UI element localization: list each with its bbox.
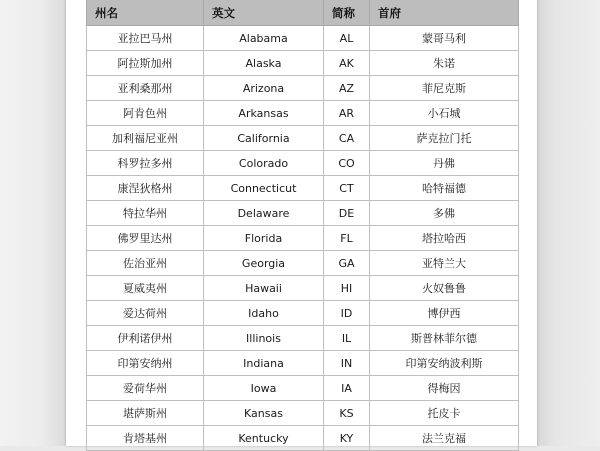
cell-state-name: 阿拉斯加州 (87, 51, 204, 76)
cell-abbreviation: IL (324, 326, 370, 351)
table-row (87, 176, 519, 201)
table-body (87, 26, 519, 451)
cell-capital: 蒙哥马利 (370, 26, 519, 51)
cell-capital: 朱诺 (370, 51, 519, 76)
table-row (87, 401, 519, 426)
cell-abbreviation: FL (324, 226, 370, 251)
cell-capital: 托皮卡 (370, 401, 519, 426)
cell-english: Connecticut (204, 176, 324, 201)
cell-capital: 法兰克福 (370, 426, 519, 451)
table-row (87, 301, 519, 326)
cell-state-name: 亚利桑那州 (87, 76, 204, 101)
cell-state-name: 伊利诺伊州 (87, 326, 204, 351)
cell-capital: 萨克拉门托 (370, 126, 519, 151)
header-abbreviation: 简称 (324, 0, 370, 26)
cell-abbreviation: CA (324, 126, 370, 151)
cell-abbreviation: IN (324, 351, 370, 376)
page-margin-left (0, 0, 66, 446)
cell-capital: 火奴鲁鲁 (370, 276, 519, 301)
cell-state-name: 康涅狄格州 (87, 176, 204, 201)
cell-english: Kentucky (204, 426, 324, 451)
cell-capital: 得梅因 (370, 376, 519, 401)
cell-english: Hawaii (204, 276, 324, 301)
cell-abbreviation: CT (324, 176, 370, 201)
cell-capital: 哈特福德 (370, 176, 519, 201)
cell-english: Kansas (204, 401, 324, 426)
cell-capital: 多佛 (370, 201, 519, 226)
cell-capital: 塔拉哈西 (370, 226, 519, 251)
cell-english: Colorado (204, 151, 324, 176)
cell-state-name: 阿肯色州 (87, 101, 204, 126)
table-header (87, 0, 519, 26)
cell-abbreviation: AZ (324, 76, 370, 101)
cell-english: Idaho (204, 301, 324, 326)
cell-english: Alabama (204, 26, 324, 51)
header-row (87, 0, 519, 26)
cell-english: Indiana (204, 351, 324, 376)
cell-abbreviation: GA (324, 251, 370, 276)
table-row (87, 26, 519, 51)
cell-abbreviation: AK (324, 51, 370, 76)
cell-english: Delaware (204, 201, 324, 226)
cell-english: Arizona (204, 76, 324, 101)
cell-state-name: 科罗拉多州 (87, 151, 204, 176)
cell-abbreviation: ID (324, 301, 370, 326)
table-row (87, 276, 519, 301)
table-row (87, 426, 519, 451)
cell-abbreviation: AR (324, 101, 370, 126)
table-row (87, 326, 519, 351)
cell-state-name: 佐治亚州 (87, 251, 204, 276)
cell-capital: 丹佛 (370, 151, 519, 176)
cell-abbreviation: DE (324, 201, 370, 226)
cell-capital: 亚特兰大 (370, 251, 519, 276)
cell-capital: 小石城 (370, 101, 519, 126)
states-table (86, 0, 519, 451)
cell-abbreviation: AL (324, 26, 370, 51)
table-row (87, 201, 519, 226)
cell-abbreviation: KY (324, 426, 370, 451)
cell-english: Florida (204, 226, 324, 251)
cell-state-name: 特拉华州 (87, 201, 204, 226)
table-row (87, 151, 519, 176)
cell-state-name: 加利福尼亚州 (87, 126, 204, 151)
document-page (66, 0, 537, 446)
header-capital: 首府 (370, 0, 519, 26)
cell-english: Alaska (204, 51, 324, 76)
cell-state-name: 爱达荷州 (87, 301, 204, 326)
cell-capital: 斯普林菲尔德 (370, 326, 519, 351)
cell-english: Iowa (204, 376, 324, 401)
cell-capital: 菲尼克斯 (370, 76, 519, 101)
cell-state-name: 堪萨斯州 (87, 401, 204, 426)
header-english: 英文 (204, 0, 324, 26)
table-row (87, 126, 519, 151)
cell-english: Illinois (204, 326, 324, 351)
cell-state-name: 肯塔基州 (87, 426, 204, 451)
cell-english: Georgia (204, 251, 324, 276)
table-row (87, 51, 519, 76)
cell-state-name: 亚拉巴马州 (87, 26, 204, 51)
cell-state-name: 爱荷华州 (87, 376, 204, 401)
cell-state-name: 印第安纳州 (87, 351, 204, 376)
cell-english: Arkansas (204, 101, 324, 126)
header-state-name: 州名 (87, 0, 204, 26)
cell-capital: 博伊西 (370, 301, 519, 326)
cell-abbreviation: CO (324, 151, 370, 176)
cell-capital: 印第安纳波利斯 (370, 351, 519, 376)
cell-abbreviation: IA (324, 376, 370, 401)
table-row (87, 76, 519, 101)
table-row (87, 251, 519, 276)
cell-abbreviation: HI (324, 276, 370, 301)
cell-abbreviation: KS (324, 401, 370, 426)
cell-state-name: 佛罗里达州 (87, 226, 204, 251)
cell-state-name: 夏威夷州 (87, 276, 204, 301)
page-margin-right (537, 0, 600, 446)
table-row (87, 101, 519, 126)
table-row (87, 351, 519, 376)
table-row (87, 376, 519, 401)
table-row (87, 226, 519, 251)
cell-english: California (204, 126, 324, 151)
